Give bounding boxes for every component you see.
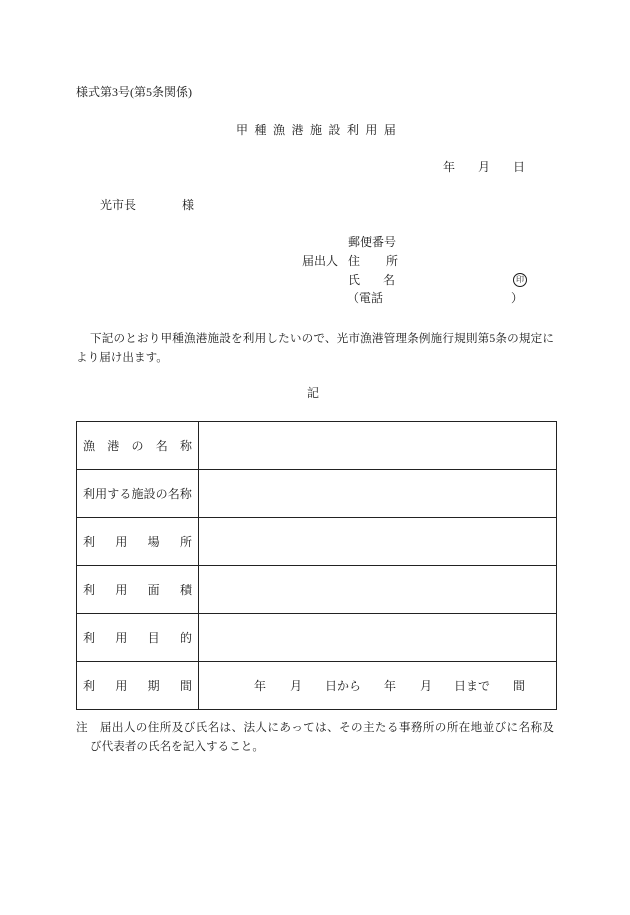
date-day-label: 日 (513, 160, 526, 174)
label-char: 称 (179, 487, 192, 501)
note-paragraph (76, 718, 554, 756)
label-char: 用 (95, 487, 108, 501)
period-to-month: 月 (420, 678, 433, 693)
label-char: 用 (115, 631, 128, 645)
addressee-honorific: 様 (182, 198, 195, 212)
label-char: 設 (143, 487, 156, 501)
row-label-usage-purpose (83, 629, 192, 646)
period-to-day: 日まで (454, 678, 491, 693)
table-row (77, 614, 557, 662)
label-char: 種 (254, 123, 267, 137)
row-label-fishing-port-name (83, 437, 192, 454)
label-char: 名 (167, 487, 180, 501)
table-row (77, 422, 557, 470)
name-label (348, 274, 395, 286)
label-char: 利 (83, 631, 96, 645)
row-label-cell (77, 566, 199, 614)
label-char: 期 (147, 679, 160, 693)
label-char: 住 (348, 254, 361, 268)
address-label (348, 255, 398, 267)
phone-label: （電話 (347, 291, 384, 305)
row-value-usage-period (199, 662, 557, 710)
date-month-label: 月 (478, 160, 491, 174)
row-label-cell (77, 518, 199, 566)
table-row (77, 518, 557, 566)
row-value-fishing-port-name (199, 422, 557, 470)
postal-code-label: 郵便番号 (348, 235, 397, 249)
row-value-usage-area (199, 566, 557, 614)
applicant-role-label: 届出人 (302, 254, 339, 268)
table-row (77, 470, 557, 518)
label-char: 利 (83, 535, 96, 549)
label-char: す (107, 487, 120, 501)
label-char: 称 (179, 439, 192, 453)
table-row (77, 662, 557, 710)
label-char: る (119, 487, 132, 501)
row-value-facility-name (199, 470, 557, 518)
label-char: 施 (131, 487, 144, 501)
body-paragraph (76, 329, 554, 367)
row-label-cell (77, 614, 199, 662)
label-char: 面 (147, 583, 160, 597)
row-value-usage-purpose (199, 614, 557, 662)
label-char: 漁 (83, 439, 96, 453)
seal-mark: 印 (513, 273, 527, 287)
label-char: 用 (115, 583, 128, 597)
period-to-year: 年 (384, 678, 397, 693)
row-label-usage-area (83, 581, 192, 598)
note-line: 注 届出人の住所及び氏名は、法人にあっては、その主たる事務所の所在地並びに名称及 (76, 721, 554, 734)
label-char: 利 (83, 487, 96, 501)
period-from-year: 年 (254, 678, 267, 693)
label-char: の (131, 439, 144, 453)
row-label-usage-period (83, 677, 192, 694)
application-table (76, 421, 557, 710)
label-char: 用 (365, 123, 378, 137)
form-title (236, 124, 396, 136)
label-char: 名 (155, 439, 168, 453)
label-char: 施 (309, 123, 322, 137)
body-line: より届け出ます。 (76, 351, 168, 364)
label-char: 目 (147, 631, 160, 645)
label-char: 積 (179, 583, 192, 597)
label-char: 届 (383, 123, 396, 137)
row-label-usage-location (83, 533, 192, 550)
period-duration: 間 (513, 678, 526, 693)
label-char: 場 (147, 535, 160, 549)
label-char: 設 (328, 123, 341, 137)
label-char: 的 (179, 631, 192, 645)
addressee-name: 光市長 (100, 198, 137, 212)
period-from-day: 日から (325, 678, 362, 693)
label-char: 名 (382, 273, 395, 287)
phone-close-paren: ） (511, 291, 524, 305)
label-char: 港 (291, 123, 304, 137)
row-value-usage-location (199, 518, 557, 566)
label-char: 用 (115, 679, 128, 693)
row-label-cell (77, 470, 199, 518)
label-char: 氏 (348, 273, 361, 287)
label-char: 用 (115, 535, 128, 549)
label-char: 利 (346, 123, 359, 137)
row-label-cell (77, 422, 199, 470)
label-char: 港 (107, 439, 120, 453)
row-label-cell (77, 662, 199, 710)
label-char: 所 (179, 535, 192, 549)
form-number: 様式第3号(第5条関係) (76, 85, 192, 99)
row-label-facility-name (83, 485, 192, 502)
body-line: 下記のとおり甲種漁港施設を利用したいので、光市漁港管理条例施行規則第5条の規定に (90, 332, 554, 345)
label-char: 利 (83, 679, 96, 693)
date-year-label: 年 (443, 160, 456, 174)
table-row (77, 566, 557, 614)
ki-heading: 記 (307, 386, 320, 400)
label-char: 所 (385, 254, 398, 268)
note-line: び代表者の氏名を記入すること。 (90, 740, 264, 753)
label-char: 漁 (272, 123, 285, 137)
period-from-month: 月 (290, 678, 303, 693)
label-char: の (155, 487, 168, 501)
label-char: 利 (83, 583, 96, 597)
label-char: 間 (179, 679, 192, 693)
label-char: 甲 (236, 123, 249, 137)
